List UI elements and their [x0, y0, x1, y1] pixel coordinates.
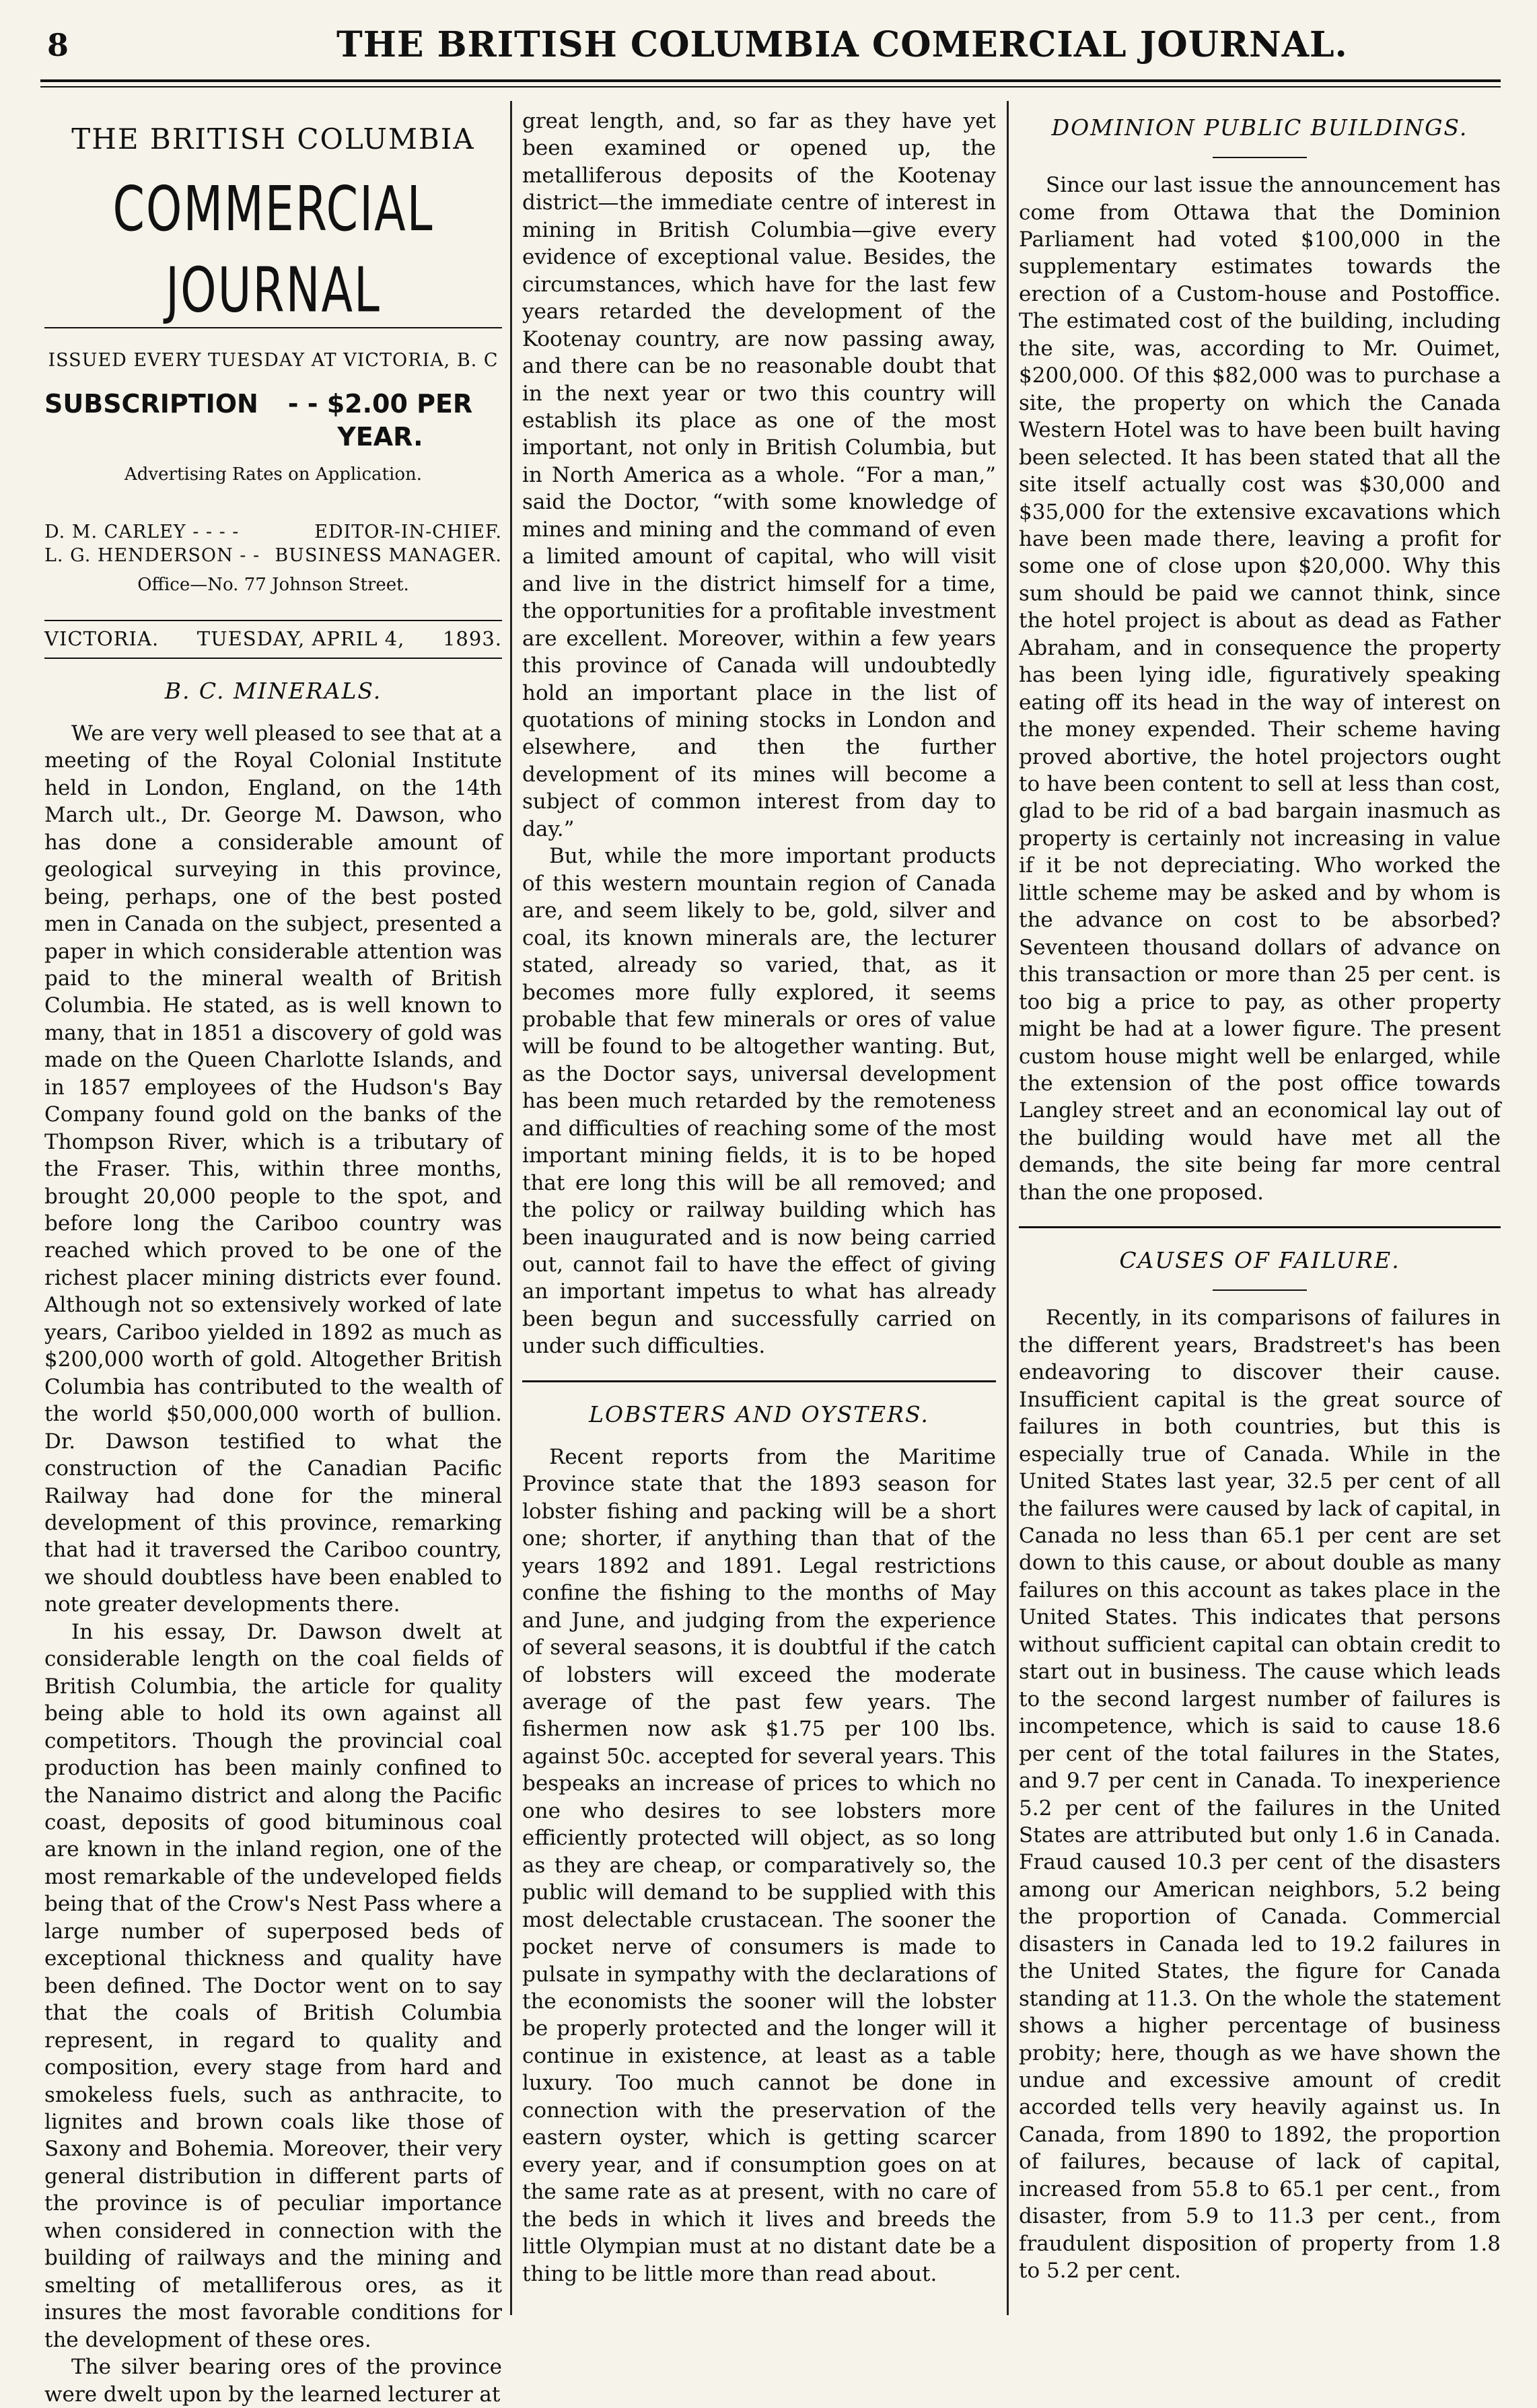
dateline-year: 1893. — [442, 627, 502, 650]
article-title-buildings: DOMINION PUBLIC BUILDINGS. — [1051, 114, 1468, 141]
column-divider-1 — [510, 101, 512, 2315]
page-number: 8 — [47, 27, 69, 63]
masthead-title: COMMERCIAL JOURNAL — [112, 174, 434, 326]
title-rule — [1213, 157, 1307, 158]
running-header: THE BRITISH COLUMBIA COMERCIAL JOURNAL. — [336, 24, 1348, 65]
column-divider-2 — [1007, 101, 1009, 2315]
staff-role: BUSINESS MANAGER. — [275, 544, 502, 566]
column-1 — [44, 108, 502, 2408]
subscription-line — [44, 388, 502, 454]
article-title-lobsters: LOBSTERS AND OYSTERS. — [589, 1401, 929, 1427]
masthead-the: THE BRITISH COLUMBIA — [71, 122, 475, 155]
article-title-minerals: B. C. MINERALS. — [164, 677, 382, 704]
subscription-price: - - $2.00 PER YEAR. — [287, 388, 473, 452]
article-paragraph: The silver bearing ores of the province were dwelt upon by the learned lecturer at — [44, 2355, 502, 2407]
article-paragraph: Since our last issue the announcement has come from Ottawa that the Dominion Parliament had voted $100,000 in the supplementary estimates towards the erection of a Custom-house and Postoffice. The estimated cost of the building, including the site, was, according to Mr. Ouimet, $200,000. Of this $82,000 was to purchase a site, the property on which the Canada Western Hotel was to have been built having been selected. It has been stated that all the site itself actually cost was $30,000 and $35,000 for the extensive excavations which have been made there, leaving a profit for some one of close upon $20,000. Why this sum should be paid we cannot think, since the hotel project is about as dead as Father Abraham, and in consequence the property has been lying idle, figuratively speaking eating off its head in the way of interest on the money expended. Their scheme having proved abortive, the hotel projectors ought to have been content to sell at less than cost, glad to be rid of a bad bargain inasmuch as property is certainly not increasing in value if it be not depreciating. Who worked the little scheme may be asked and by whom is the advance on cost to be absorbed? Seventeen thousand dollars of advance on this transaction or more than 25 per cent. is too big a price to pay, as other property might be had at a lower figure. The present custom house might well be enlarged, while the extension of the post office towards Langley street and an economical lay out of the building would have met all the demands, the site being far more central than the one proposed. — [1019, 173, 1501, 1205]
title-rule — [1213, 1289, 1307, 1291]
column-3 — [1019, 108, 1501, 2285]
dateline-date: TUESDAY, APRIL 4, — [196, 627, 405, 650]
article-paragraph: Recently, in its comparisons of failures in the different years, Bradstreet's has been endeavoring to discover their cause. Insufficient capital is the great source of failures in both countries, but this is especially true of Canada. While in the United States last year, 32.5 per cent of all the failures were caused by lack of capital, in Canada no less than 65.1 per cent are set down to this cause, or about double as many failures on this account as takes place in the United States. This indicates that persons without sufficient capital can obtain credit to start out in business. The cause which leads to the second largest number of failures is incompetence, which is said to cause 18.6 per cent of the total failures in the States, and 9.7 per cent in Canada. To inexperience 5.2 per cent of the failures in the United States are attributed but only 1.6 in Canada. Fraud caused 10.3 per cent of the disasters among our American neighbors, 5.2 being the proportion of Canada. Commercial disasters in Canada led to 19.2 failures in the United States, the figure for Canada standing at 11.3. On the whole the statement shows a higher percentage of business probity; here, though as we have shown the undue and excessive amount of credit accorded tells very heavily against us. In Canada, from 1890 to 1892, the proportion of failures, because of lack of capital, increased from 55.8 to 65.1 per cent., from disaster, from 5.9 to 11.3 per cent., from fraudulent disposition of property from 1.8 to 5.2 per cent. — [1019, 1306, 1501, 2283]
article-separator — [1019, 1226, 1501, 1228]
article-paragraph: But, while the more important products of this western mountain region of Canada are, and seem likely to be, gold, silver and coal, its known minerals are, the lecturer stated, already so varied, that, as it becomes more fully explored, it seems probable that few minerals or ores of value will be found to be altogether wanting. But, as the Doctor says, universal development has been much retarded by the remoteness and difficulties of reaching some of the most important mining fields, it is to be hoped that ere long this will be all removed; and the policy or railway building which has been inaugurated and is now being carried out, cannot fail to have the effect of giving an important impetus to what has already been begun and successfully carried on under such difficulties. — [522, 844, 996, 1359]
article-paragraph: In his essay, Dr. Dawson dwelt at considerable length on the coal fields of British Columbia, the article for quality being able to hold its own against all competitors. Though the provincial coal production has been mainly confined to the Nanaimo district and along the Pacific coast, deposits of good bituminous coal are known in the inland region, one of the most remarkable of the undeveloped fields being that of the Crow's Nest Pass where a large number of superposed beds of exceptional thickness and quality have been defined. The Doctor went on to say that the coals of British Columbia represent, in regard to quality and composition, every stage from hard and smokeless fuels, such as anthracite, to lignites and brown coals like those of Saxony and Bohemia. Moreover, their very general distribution in different parts of the province is of peculiar importance when considered in connection with the building of railways and the mining and smelting of metalliferous ores, as it insures the most favorable conditions for the development of these ores. — [44, 1619, 502, 2352]
staff-row — [44, 544, 502, 567]
staff-list — [44, 520, 502, 567]
dateline — [44, 620, 502, 659]
staff-name: L. G. HENDERSON - - — [44, 544, 260, 566]
staff-name: D. M. CARLEY - - - - — [44, 521, 240, 542]
header-rule — [40, 79, 1501, 82]
masthead — [44, 121, 502, 659]
issue-statement: ISSUED EVERY TUESDAY AT VICTORIA, B. C — [48, 350, 499, 371]
office-address: Office—No. 77 Johnson Street. — [137, 575, 409, 596]
staff-role: EDITOR-IN-CHIEF. — [314, 521, 502, 542]
article-title-failure: CAUSES OF FAILURE. — [1119, 1247, 1400, 1274]
subscription-label: SUBSCRIPTION — [44, 388, 258, 419]
article-paragraph: great length, and, so far as they have yet been examined or opened up, the metalliferous deposits of the Kootenay district—the immediate centre of interest in mining in British Columbia—give every evidence of exceptional value. Besides, the circumstances, which have for the last few years retarded the development of the Kootenay country, are now passing away, and there can be no reasonable doubt that in the next year or two this country will establish its place as one of the most important, not only in British Columbia, but in North America as a whole. “For a man,” said the Doctor, “with some knowledge of mines and mining and the command of even a limited amount of capital, who will visit and live in the district himself for a time, the opportunities for a profitable investment are excellent. Moreover, within a few years this province of Canada will undoubtedly hold an important place in the list of quotations of mining stocks in London and elsewhere, and then the further development of its mines will become a subject of common interest from day to day.” — [522, 109, 996, 841]
staff-row — [44, 520, 502, 544]
column-2 — [522, 108, 996, 2288]
article-separator — [522, 1380, 996, 1382]
advertising-note: Advertising Rates on Application. — [124, 464, 422, 485]
header-rule-thin — [40, 86, 1501, 87]
article-paragraph: We are very well pleased to see that at a meeting of the Royal Colonial Institute held in London, England, on the 14th March ult., Dr. George M. Dawson, who has done a considerable amount of geological surveying in this province, being, perhaps, one of the best posted men in Canada on the subject, presented a paper in which considerable attention was paid to the mineral wealth of British Columbia. He stated, as is well known to many, that in 1851 a discovery of gold was made on the Queen Charlotte Islands, and in 1857 employees of the Hudson's Bay Company found gold on the banks of the Thompson River, which is a tributary of the Fraser. This, within three months, brought 20,000 people to the spot, and before long the Cariboo country was reached which proved to be one of the richest placer mining districts ever found. Although not so extensively worked of late years, Cariboo yielded in 1892 as much as $200,000 worth of gold. Altogether British Columbia has contributed to the wealth of the world $50,000,000 worth of bullion. Dr. Dawson testified to what the construction of the Canadian Pacific Railway had done for the mineral development of this province, remarking that had it traversed the Cariboo country, we should doubtless have been enabled to note greater developments there. — [44, 721, 502, 1617]
dateline-place: VICTORIA. — [44, 627, 159, 650]
article-paragraph: Recent reports from the Maritime Province state that the 1893 season for lobster fishing and packing will be a short one; shorter, if anything than that of the years 1892 and 1891. Legal restrictions confine the fishing to the months of May and June, and judging from the experience of several seasons, it is doubtful if the catch of lobsters will exceed the moderate average of the past few years. The fishermen now ask $1.75 per 100 lbs. against 50c. accepted for several years. This bespeaks an increase of prices to which no one who desires to see lobsters more efficiently protected will object, as so long as they are cheap, or comparatively so, the public will demand to be supplied with this most delectable crustacean. The sooner the pocket nerve of consumers is made to pulsate in sympathy with the declarations of the economists the sooner will the lobster be properly protected and the longer will it continue in existence, at least as a table luxury. Too much cannot be done in connection with the preservation of the eastern oyster, which is getting scarcer every year, and if consumption goes on at the same rate as at present, with no care of the beds in which it lives and breeds the little Olympian must at no distant date be a thing to be little more than read about. — [522, 1444, 996, 2286]
